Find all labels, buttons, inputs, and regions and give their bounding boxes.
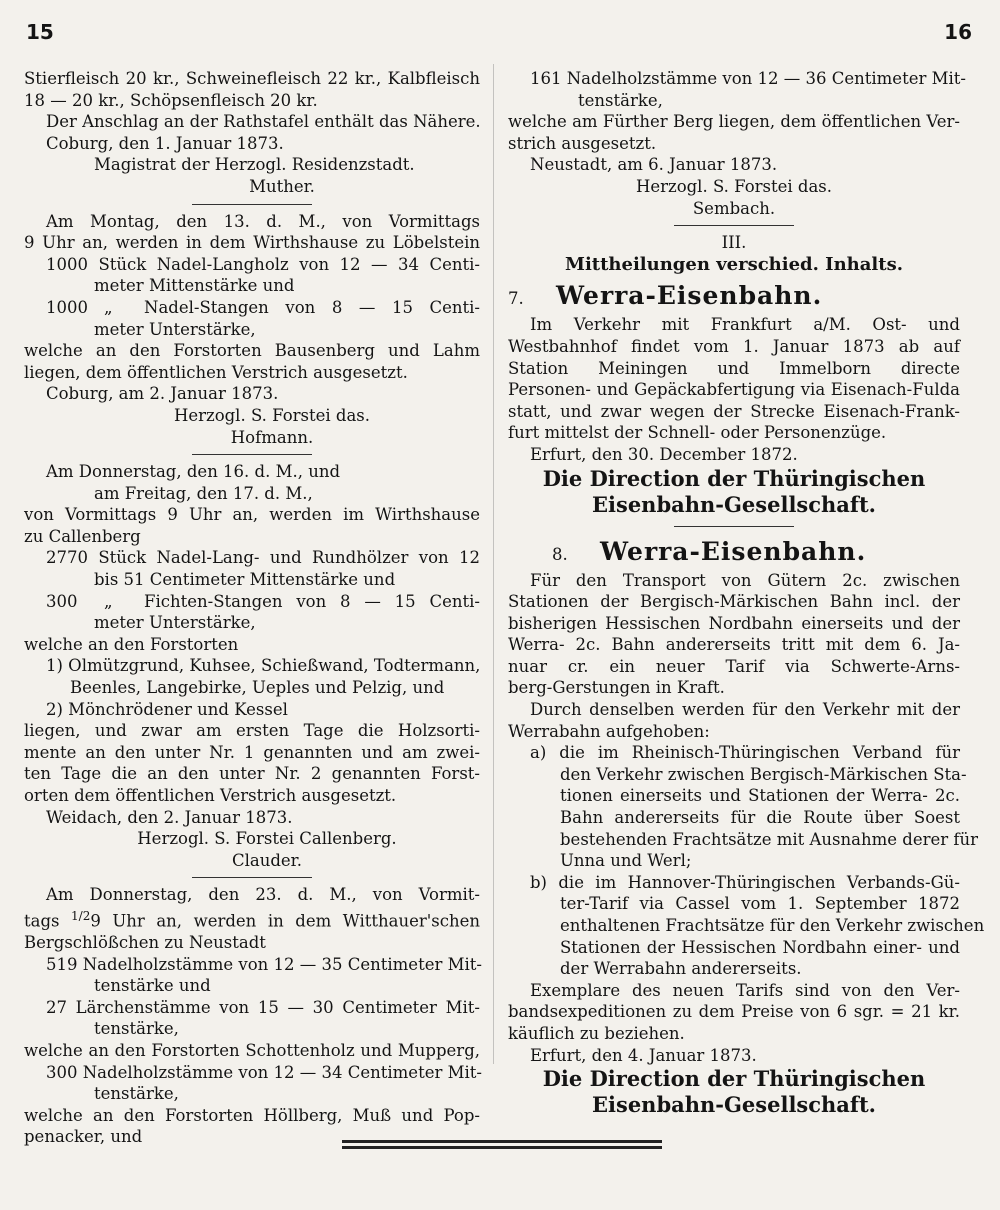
- section-number: III.: [721, 233, 747, 253]
- direction-line: Die Direction der Thüringischen: [542, 1066, 926, 1092]
- enum-line: Stationen der Hessischen Nordbahn einer- und: [560, 937, 960, 957]
- text-line: ten Tage die an den unter Nr. 2 genannten Forst-: [24, 764, 480, 784]
- place-date: Weidach, den 2. Januar 1873.: [46, 807, 293, 827]
- enum-line: Beenles, Langebirke, Ueples und Pelzig, und: [70, 678, 445, 698]
- direction-line: Eisenbahn-Gesellschaft.: [592, 1092, 876, 1118]
- text-line: Durch denselben werden für den Verkehr mit der: [530, 700, 960, 720]
- enum-line: ter-Tarif via Cassel vom 1. September 1872: [560, 894, 960, 914]
- section-title: Mittheilungen verschied. Inhalts.: [565, 253, 903, 275]
- separator-rule: [192, 454, 312, 455]
- enum-line: a) die im Rheinisch-Thüringischen Verband für: [530, 743, 960, 763]
- text-line: Werrabahn aufgehoben:: [508, 721, 710, 741]
- text-line: Bergschlößchen zu Neustadt: [24, 933, 266, 953]
- text-line: Stierfleisch 20 kr., Schweinefleisch 22 kr., Kalbfleisch: [24, 69, 480, 88]
- text-line: 9 Uhr an, werden in dem Wirthshause zu Löbelstein: [24, 233, 480, 253]
- enum-line: Unna und Werl;: [560, 851, 692, 871]
- separator-rule: [192, 877, 312, 878]
- text-line: Exemplare des neuen Tarifs sind von den Ver-: [530, 980, 960, 1000]
- enum-line: bestehenden Frachtsätze mit Ausnahme derer für: [560, 829, 979, 849]
- article-heading-7: 7. Werra-Eisenbahn.: [508, 281, 823, 311]
- signature: Muther.: [249, 176, 315, 196]
- fraction: 1/2: [71, 908, 91, 923]
- text-line: Station Meiningen und Immelborn directe: [508, 358, 960, 378]
- item-line: 1000 Stück Nadel-Langholz von 12 — 34 Centi-: [46, 254, 480, 274]
- enum-line: Bahn andererseits für die Route über Soest: [560, 808, 960, 828]
- text-line: berg-Gerstungen in Kraft.: [508, 678, 725, 698]
- text-line: liegen, dem öffentlichen Verstrich ausgesetzt.: [24, 362, 408, 382]
- text-line: bandsexpeditionen zu dem Preise von 6 sgr. = 21 kr.: [508, 1002, 960, 1022]
- item-line: tenstärke,: [94, 1019, 179, 1039]
- text-line: statt, und zwar wegen der Strecke Eisenach-Frank-: [508, 401, 960, 421]
- place-date: Erfurt, den 30. December 1872.: [530, 444, 798, 464]
- separator-rule: [674, 526, 794, 527]
- enum-line: 2) Mönchrödener und Kessel: [46, 699, 288, 719]
- text-line: furt mittelst der Schnell- oder Personenzüge.: [508, 423, 887, 443]
- enum-line: tionen einerseits und Stationen der Werra- 2c.: [560, 786, 960, 806]
- page-number-left: 15: [26, 20, 54, 44]
- text-line: orten dem öffentlichen Verstrich ausgesetzt.: [24, 786, 397, 805]
- article-heading-8: 8. Werra-Eisenbahn.: [552, 536, 867, 566]
- item-line: tenstärke,: [94, 1084, 179, 1104]
- authority: Herzogl. S. Forstei Callenberg.: [137, 829, 397, 849]
- text-line: 18 — 20 kr., Schöpsenfleisch 20 kr.: [24, 90, 318, 110]
- authority: Herzogl. S. Forstei das.: [635, 176, 833, 196]
- text-line: welche an den Forstorten Höllberg, Muß und Pop-: [24, 1105, 480, 1125]
- separator-rule: [192, 204, 312, 205]
- closing-double-rule: [342, 1140, 662, 1152]
- item-line: 519 Nadelholzstämme von 12 — 35 Centimeter Mit-: [46, 954, 482, 974]
- text-line: Für den Transport von Gütern 2c. zwischen: [530, 570, 960, 590]
- enum-line: den Verkehr zwischen Bergisch-Märkischen Sta-: [560, 764, 967, 784]
- text-line: strich ausgesetzt.: [508, 133, 657, 153]
- text-line: Im Verkehr mit Frankfurt a/M. Ost- und: [530, 315, 960, 335]
- signature: Hofmann.: [230, 427, 314, 447]
- text-line: nuar cr. ein neuer Tarif via Schwerte-Arns-: [508, 656, 960, 676]
- text-line: Werra- 2c. Bahn andererseits tritt mit dem 6. Ja-: [508, 635, 960, 655]
- text-line: mente an den unter Nr. 1 genannten und am zwei-: [24, 742, 480, 762]
- text-line: Am Montag, den 13. d. M., von Vormittags: [46, 211, 480, 231]
- text-line: welche an den Forstorten Schottenholz und Mupperg,: [24, 1041, 480, 1061]
- text-line: von Vormittags 9 Uhr an, werden im Wirthshause: [24, 505, 480, 525]
- list-item: 1000 „ Nadel-Stangen von 8 — 15 Centi-: [46, 297, 480, 317]
- authority: Herzogl. S. Forstei das.: [173, 405, 371, 425]
- place-date: Coburg, am 2. Januar 1873.: [46, 384, 279, 404]
- text-line: liegen, und zwar am ersten Tage die Holzsorti-: [24, 721, 480, 741]
- place-date: Neustadt, am 6. Januar 1873.: [530, 155, 778, 175]
- item-line: 2770 Stück Nadel-Lang- und Rundhölzer von 12: [46, 548, 480, 568]
- item-line: tenstärke und: [94, 976, 211, 996]
- item-line: meter Unterstärke,: [94, 319, 256, 339]
- text-line: am Freitag, den 17. d. M.,: [94, 483, 313, 503]
- direction-line: Eisenbahn-Gesellschaft.: [592, 491, 876, 517]
- place-date: Erfurt, den 4. Januar 1873.: [530, 1045, 757, 1065]
- text-line: Am Donnerstag, den 23. d. M., von Vormit-: [46, 885, 480, 905]
- authority: Magistrat der Herzogl. Residenzstadt.: [94, 155, 415, 175]
- enum-line: b) die im Hannover-Thüringischen Verbands-Gü-: [530, 872, 960, 892]
- text-line: Westbahnhof findet vom 1. Januar 1873 ab auf: [508, 336, 960, 356]
- text-line: penacker, und: [24, 1127, 143, 1147]
- direction-line: Die Direction der Thüringischen: [542, 465, 926, 491]
- separator-rule: [674, 225, 794, 226]
- text-line: zu Callenberg: [24, 526, 141, 546]
- column-divider: [493, 64, 494, 1064]
- signature: Sembach.: [692, 198, 776, 218]
- text-line: Der Anschlag an der Rathstafel enthält das Nähere.: [46, 112, 481, 132]
- signature: Clauder.: [231, 850, 302, 870]
- text-line: bisherigen Hessischen Nordbahn einerseits und der: [508, 613, 960, 633]
- item-line: tenstärke,: [578, 90, 663, 110]
- item-line: bis 51 Centimeter Mittenstärke und: [94, 570, 396, 590]
- item-line: meter Mittenstärke und: [94, 276, 295, 296]
- item-line: meter Unterstärke,: [94, 613, 256, 633]
- enum-line: der Werrabahn andererseits.: [560, 959, 802, 979]
- left-column: [24, 68, 480, 1148]
- text-line: Am Donnerstag, den 16. d. M., und: [46, 462, 341, 482]
- text-line: welche am Fürther Berg liegen, dem öffentlichen Ver-: [508, 112, 960, 132]
- item-line: 161 Nadelholzstämme von 12 — 36 Centimeter Mit-: [530, 69, 966, 88]
- item-line: 27 Lärchenstämme von 15 — 30 Centimeter Mit-: [46, 997, 480, 1017]
- text-line: welche an den Forstorten Bausenberg und Lahm: [24, 341, 480, 361]
- list-item: 300 „ Fichten-Stangen von 8 — 15 Centi-: [46, 591, 480, 611]
- text-line: käuflich zu beziehen.: [508, 1023, 685, 1043]
- text-line: Stationen der Bergisch-Märkischen Bahn incl. der: [508, 592, 960, 612]
- enum-line: 1) Olmützgrund, Kuhsee, Schießwand, Todtermann,: [46, 656, 481, 676]
- right-column: [508, 68, 985, 1118]
- text-line: tags $^{1/2}$9 Uhr an, werden in dem Witthauer'schen: [24, 908, 480, 931]
- enum-line: enthaltenen Frachtsätze für den Verkehr zwischen: [560, 916, 985, 935]
- place-date: Coburg, den 1. Januar 1873.: [46, 133, 284, 153]
- item-line: 300 Nadelholzstämme von 12 — 34 Centimeter Mit-: [46, 1062, 482, 1082]
- text-line: welche an den Forstorten: [24, 634, 239, 654]
- text-line: Personen- und Gepäckabfertigung via Eisenach-Fulda: [508, 380, 960, 400]
- page-number-right: 16: [944, 20, 972, 44]
